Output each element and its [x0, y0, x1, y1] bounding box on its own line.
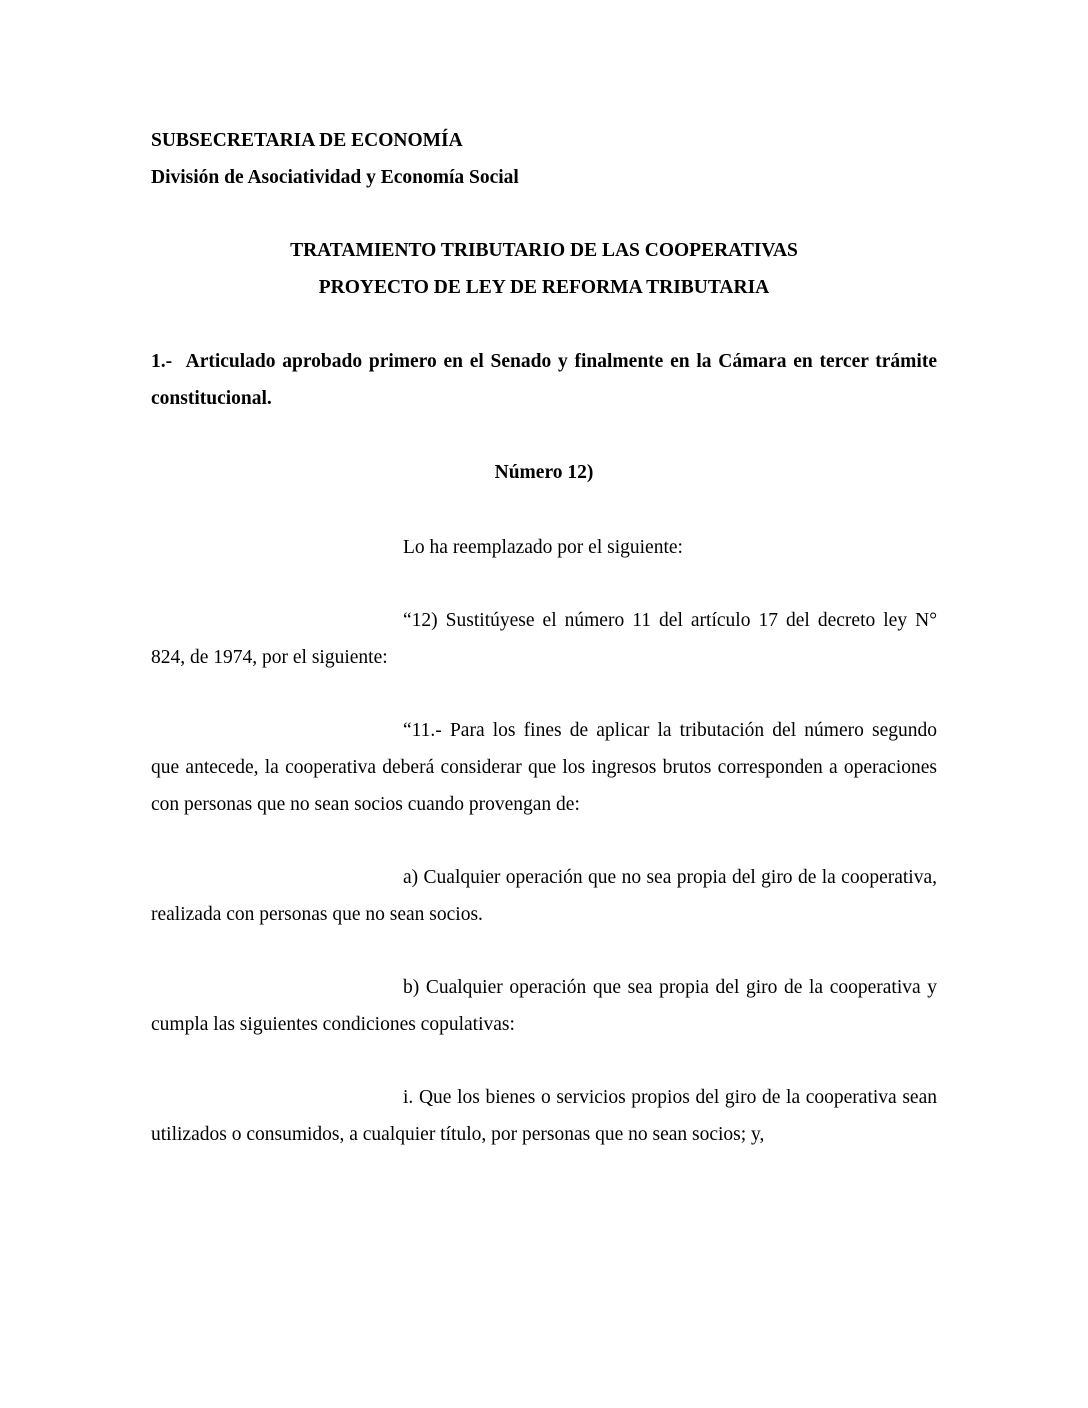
paragraph-numero-11: “11.- Para los fines de aplicar la tributación del número segundo que antecede, la cooperativa deberá considerar que los ingresos brutos corresponden a operaciones con personas que no sean socios cuando provengan de: — [151, 720, 937, 815]
paragraph-sustituyese: “12) Sustitúyese el número 11 del artículo 17 del decreto ley N° 824, de 1974, por el siguiente: — [151, 610, 937, 668]
document-title-line2: PROYECTO DE LEY DE REFORMA TRIBUTARIA — [318, 277, 770, 298]
paragraph-item-b: b) Cualquier operación que sea propia del giro de la cooperativa y cumpla las siguientes condiciones copulativas: — [151, 977, 937, 1035]
header-division: División de Asociatividad y Economía Social — [151, 167, 519, 188]
header-org: SUBSECRETARIA DE ECONOMÍA — [151, 130, 463, 151]
paragraph-reemplazo: Lo ha reemplazado por el siguiente: — [403, 537, 683, 558]
numero-heading: Número 12) — [494, 462, 594, 483]
document-title-line1: TRATAMIENTO TRIBUTARIO DE LAS COOPERATIVAS — [290, 240, 798, 261]
paragraph-item-a: a) Cualquier operación que no sea propia del giro de la cooperativa, realizada con personas que no sean socios. — [151, 867, 937, 925]
paragraph-item-i: i. Que los bienes o servicios propios del giro de la cooperativa sean utilizados o consumidos, a cualquier título, por personas que no sean socios; y, — [151, 1087, 937, 1145]
section-heading: 1.- Articulado aprobado primero en el Senado y finalmente en la Cámara en tercer trámite constitucional. — [151, 351, 937, 409]
